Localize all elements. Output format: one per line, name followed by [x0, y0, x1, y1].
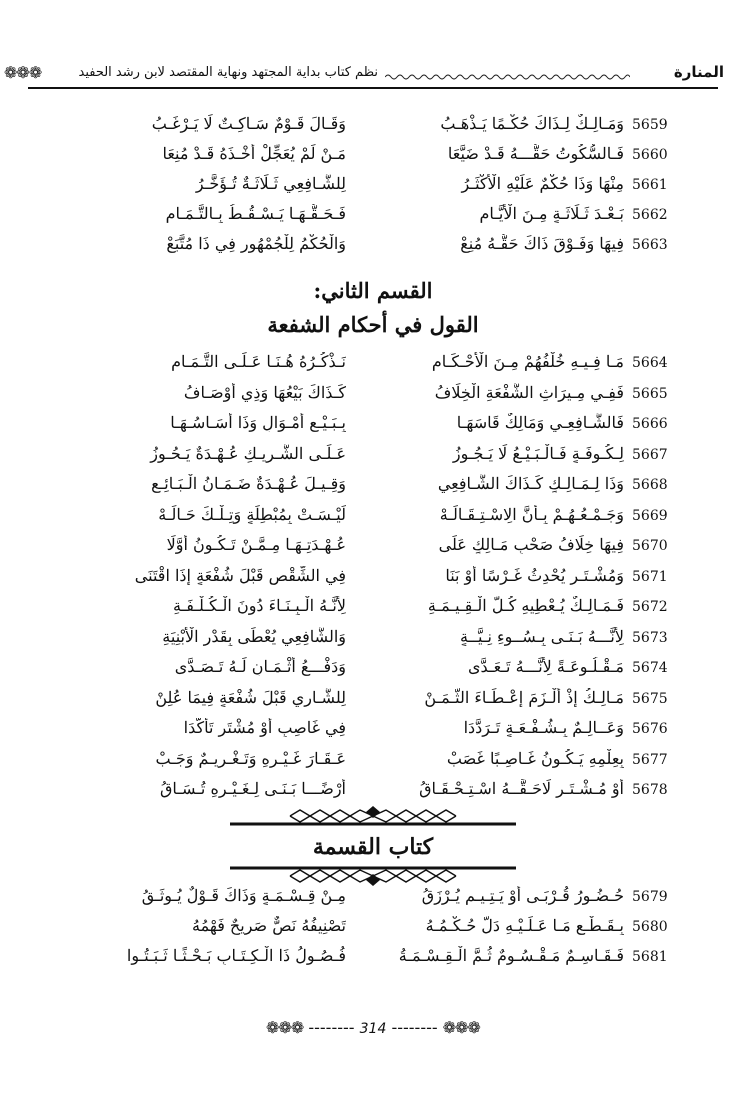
book-title: نظم كتاب بداية المجتهد ونهاية المقتصد لابن رشد الحفيد — [78, 65, 378, 80]
verse-first-hemistich: مِنْهَا وَذَا حُكْمٌ عَلَيْهِ الْأَكْثَـرُ — [461, 174, 624, 193]
verse-number: 5679 — [632, 889, 668, 905]
verse-first-hemistich: مَـقْـلُـوعَـةً لِأَنَّـــهُ تَـعَـدَّى — [468, 657, 624, 676]
verse-first-hemistich: وَجَـمْـعُـهُـمْ بِـأَنَّ الِاسْـتِـقَـالَـهْ — [439, 504, 624, 524]
verse-first-hemistich: بِعِلْمِهِ يَـكُـونُ غَـاصِـبًا غَصَبْ — [446, 748, 624, 768]
verse-number: 5667 — [632, 446, 668, 463]
verse-second-hemistich: وَقَـالَ قَـوْمٌ سَـاكِـتٌ لَا يَـرْغَـبُ — [151, 114, 346, 133]
verse-first-hemistich: لِأَنَّـــهُ بَـنَـى بِـسُــوءِ نِـيَّــةٍ — [460, 626, 624, 646]
verse-second-hemistich: وَالْحُكْمُ لِلْجُمْهُورِ فِي ذَا مُتَّبَعْ — [166, 234, 346, 253]
verse-first-hemistich: فَفِـي مِـيرَاثِ الشُّفْعَةِ الْخِلَافُ — [434, 382, 624, 402]
verse-number: 5668 — [632, 477, 668, 493]
verse-number: 5675 — [632, 690, 668, 707]
verse-number: 5671 — [632, 568, 668, 585]
verse-second-hemistich: كَـذَاكَ بَيْعُهَا وَذِي أَوْصَـافُ — [183, 382, 346, 402]
verse-row — [0, 174, 746, 204]
verse-second-hemistich: فِي الشِّقْصِ قَبْلَ شُفْعَةٍ إِذَا اقْتَنَى — [134, 565, 346, 585]
verse-number: 5680 — [632, 919, 668, 935]
verse-first-hemistich: فَالشَّـافِعِـي وَمَالِكٌ قَاسَهَـا — [456, 413, 624, 432]
header-rule — [28, 87, 718, 89]
verse-row — [0, 383, 746, 413]
verse-first-hemistich: حُـضُـورُ قُـرْبَـى أَوْ يَـتِـيـمٍ يُـرْزَقُ — [421, 886, 624, 905]
verse-row — [0, 916, 746, 946]
verse-first-hemistich: مَـالِـكُ إِذْ أَلْـزَمَ إِعْـطَـاءَ الثَّـمَـنْ — [424, 687, 624, 707]
verse-row — [0, 718, 746, 748]
verse-row — [0, 144, 746, 174]
verse-row — [0, 886, 746, 916]
verse-row — [0, 474, 746, 504]
verse-first-hemistich: وَمَـالِـكٌ لِـذَاكَ حُكْـمًا يَـذْهَـبُ — [440, 114, 624, 133]
verse-number: 5665 — [632, 385, 668, 402]
header-flower-ornament: ❁❁❁ — [4, 63, 42, 82]
verse-second-hemistich: وَالشَّافِعِي يُعْطَى بِقَدْرِ الْأَبْنِيَةِ — [162, 626, 346, 646]
verse-number: 5681 — [632, 949, 668, 965]
verse-first-hemistich: وَذَا لِـمَـالِـكٍ كَـذَاكَ الشَّـافِعِي — [437, 474, 624, 493]
verse-second-hemistich: لِأَنَّـهُ الْـبِـنَـاءَ دُونَ الْـكُـلْـفَـةِ — [172, 596, 346, 615]
page-header — [0, 55, 746, 95]
page-footer — [0, 1018, 746, 1044]
verse-first-hemistich: بَـعْـدَ ثَـلَاثَـةٍ مِـنَ الْأَيَّـامِ — [479, 204, 624, 223]
verse-second-hemistich: مَـنْ لَمْ يُعَجِّلْ أَخْـذَهُ قَـدْ مُنِعَا — [162, 144, 346, 163]
verse-row — [0, 596, 746, 626]
verse-number: 5673 — [632, 629, 668, 646]
footer-dashes: -------- — [391, 1018, 438, 1037]
verse-number: 5677 — [632, 751, 668, 768]
ornamental-divider-bottom — [0, 862, 746, 888]
verse-second-hemistich: فِي غَاصِبٍ أَوْ مُشْتَرٍ تَأَكَّدَا — [183, 718, 346, 737]
verse-row — [0, 234, 746, 264]
verse-second-hemistich: أَرْضًـــا بَـنَـى لِـغَـيْـرِهِ تُـسَـاقُ — [159, 779, 346, 798]
verse-row — [0, 749, 746, 779]
verse-number: 5674 — [632, 660, 668, 676]
verse-second-hemistich: عَـقَـارَ غَـيْـرِهِ وَتَـغْـرِيـمٌ وَجَـبْ — [155, 748, 346, 768]
verse-row — [0, 352, 746, 382]
verse-number: 5663 — [632, 237, 668, 253]
verse-second-hemistich: وَقِـيـلَ عُـهْـدَةٌ ضَـمَـانُ الْـبَـائِـعِ — [151, 474, 346, 493]
verse-second-hemistich: نَـذْكُـرُهُ هُـنَـا عَـلَـى التَّـمَـامِ — [171, 352, 346, 371]
footer-flower-ornament-right: ❁❁❁ — [442, 1018, 480, 1037]
verse-first-hemistich: فَـالسُّكُوتُ حَقُّـــهُ قَـدْ ضَيَّعَا — [447, 144, 624, 163]
verse-second-hemistich: تَصْنِيفُهُ نَصٌّ صَرِيحٌ فَهْمُهُ — [191, 916, 346, 935]
verse-number: 5666 — [632, 416, 668, 432]
verse-second-hemistich: فُـصُـولُ ذَا الْـكِـتَـابِ بَـحْـثًـا ثَـبَـتُـوا — [126, 946, 346, 965]
verse-row — [0, 946, 746, 976]
verse-second-hemistich: لِلشَّـافِعِي ثَـلَاثَـةٌ تُـؤَخَّـرُ — [195, 174, 346, 193]
running-title: المنارة — [673, 63, 724, 81]
verse-number: 5659 — [632, 117, 668, 133]
verse-first-hemistich: فِيهَا خِلَافُ صَحْبِ مَـالِكٍ عَلَى — [438, 535, 624, 554]
verse-row — [0, 413, 746, 443]
verse-first-hemistich: وَعَــالِـمٌ بِـشُـفْـعَـةٍ تَـرَدَّدَا — [463, 718, 624, 737]
verse-row — [0, 657, 746, 687]
footer-flower-ornament-left: ❁❁❁ — [266, 1018, 304, 1037]
verse-number: 5670 — [632, 538, 668, 554]
header-squiggle-divider — [385, 73, 630, 81]
verse-number: 5672 — [632, 599, 668, 615]
verse-second-hemistich: عَـلَـى الشَّـرِيـكِ عُـهْـدَةٌ يَـحُـوزُ — [150, 443, 346, 463]
verse-first-hemistich: أَوْ مُـشْـتَـرٍ لَاحَـقَّــهُ اسْـتِـحْـقَـاقُ — [419, 779, 624, 798]
verse-number: 5662 — [632, 207, 668, 223]
verse-number: 5664 — [632, 355, 668, 371]
verse-row — [0, 444, 746, 474]
verse-number: 5678 — [632, 782, 668, 798]
verse-first-hemistich: فِيهَا وَفَـوْقَ ذَاكَ حَقُّـهُ مُنِعْ — [460, 234, 624, 253]
verse-row — [0, 114, 746, 144]
verse-second-hemistich: فَـحَـقُّـهَـا يَـسْـقُـطُ بِـالتَّـمَـامِ — [165, 204, 346, 223]
verse-first-hemistich: وَمُشْـتَـرٍ يُحْدِثُ غَـرْسًا أَوْ بَنَا — [445, 565, 624, 585]
book-heading: كتاب القسمة — [312, 834, 434, 860]
verse-row — [0, 566, 746, 596]
verse-row — [0, 627, 746, 657]
verse-number: 5661 — [632, 177, 668, 193]
page-number: 314 — [359, 1021, 387, 1037]
ornamental-divider-top — [0, 804, 746, 830]
verse-row — [0, 204, 746, 234]
verse-number: 5676 — [632, 721, 668, 737]
verse-second-hemistich: مِـنْ قِـسْـمَـةٍ وَذَاكَ قَـوْلٌ يُـوثَـقُ — [141, 886, 346, 905]
verse-second-hemistich: عُـهْـدَتِـهَـا مِـمَّـنْ تَـكُـونُ أَوَّلَا — [166, 535, 346, 554]
verse-first-hemistich: فَـمَـالِـكٌ يُـعْطِيهِ كُـلَّ الْـقِـيـمَـةِ — [427, 596, 624, 615]
section-heading: القسم الثاني: — [313, 278, 433, 303]
verse-second-hemistich: لَيْـسَـتْ بِمُبْطِلَةٍ وَتِـلْـكَ حَـالَـهْ — [158, 504, 346, 524]
verse-number: 5660 — [632, 147, 668, 163]
verse-first-hemistich: مَـا فِـيـهِ خُلْفُهُمْ مِـنَ الْأَحْـكَـامِ — [431, 352, 624, 371]
verse-first-hemistich: فَـقَـاسِـمٌ مَـقْـسُـومٌ ثُـمَّ الْـقِـسْـمَـةُ — [398, 946, 624, 965]
verse-row — [0, 505, 746, 535]
footer-dashes: -------- — [308, 1018, 355, 1037]
verse-row — [0, 535, 746, 565]
verse-second-hemistich: وَدَفْـــعُ أَثْـمَـانٍ لَـهُ تَـصَـدَّى — [174, 657, 346, 676]
verse-second-hemistich: بِـبَـيْـعِ أَمْـوَالٍ وَذَا أَسَـاسُـهَـا — [170, 413, 346, 432]
verse-number: 5669 — [632, 507, 668, 524]
verse-first-hemistich: لِـكُـوفَـةٍ فَـالْـبَـيْـعُ لَا يَـجُـوزُ — [452, 443, 624, 463]
verse-row — [0, 688, 746, 718]
verse-second-hemistich: لِلشَّـارِي قَبْلَ شُفْعَةٍ فِيمَا عُلِنْ — [155, 687, 346, 707]
section-subheading: القول في أحكام الشفعة — [267, 312, 479, 337]
verse-first-hemistich: بِـقَـطْـعِ مَـا عَـلَـيْـهِ دَلَّ حُـكْـمُـهُ — [425, 916, 624, 935]
